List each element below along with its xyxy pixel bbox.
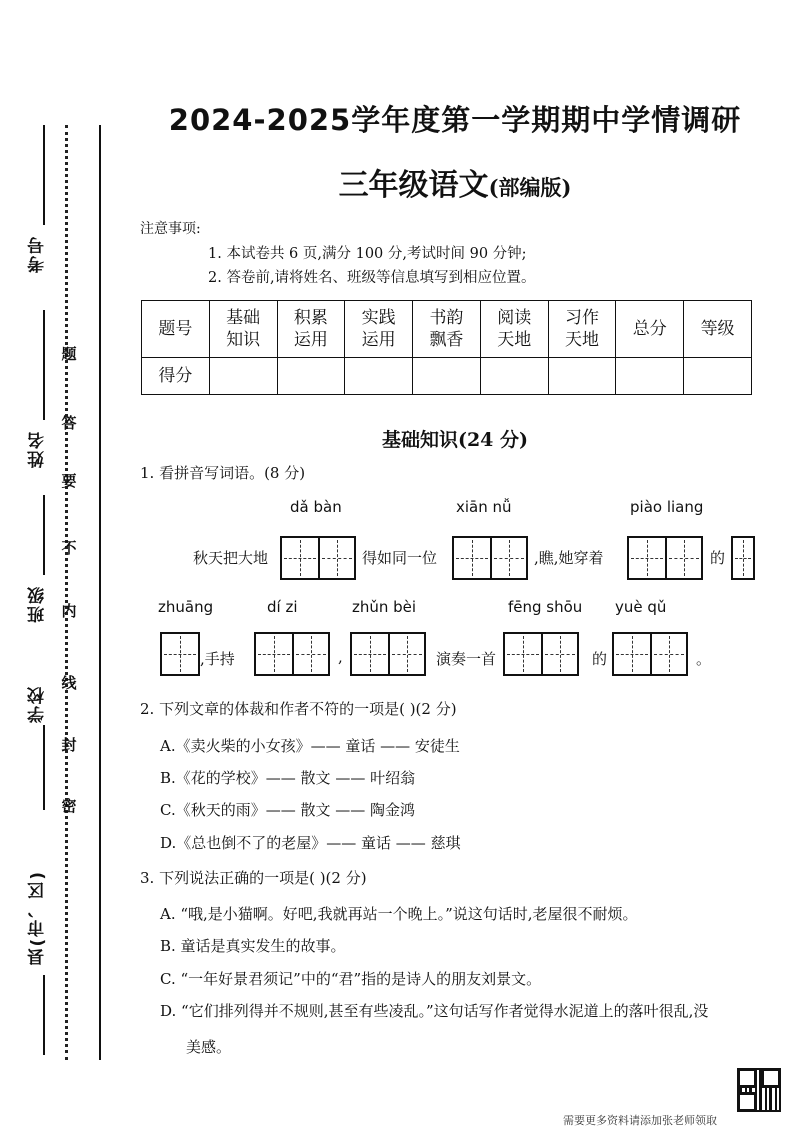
qr-finder-icon xyxy=(737,1068,757,1088)
question-3-stem: 3. 下列说法正确的一项是( )(2 分) xyxy=(140,869,367,887)
score-table xyxy=(141,300,752,395)
sentence-text: 得如同一位 xyxy=(362,549,438,567)
seal-char: 答 xyxy=(61,414,77,432)
score-cell[interactable] xyxy=(616,358,684,395)
table-header-cell: 书韵 飘香 xyxy=(413,301,481,358)
score-cell[interactable] xyxy=(345,358,413,395)
question-1-stem: 1. 看拼音写词语。(8 分) xyxy=(140,464,306,482)
pinyin-label: dí zi xyxy=(267,598,298,616)
option-a[interactable]: A.《卖火柴的小女孩》—— 童话 —— 安徒生 xyxy=(160,737,460,755)
section-title: 基础知识(24 分) xyxy=(381,429,529,451)
option-d[interactable]: D. “它们排列得并不规则,甚至有些凌乱。”这句话写作者觉得水泥道上的落叶很乱,没 xyxy=(160,1002,709,1020)
note-item: 1. 本试卷共 6 页,满分 100 分,考试时间 90 分钟; xyxy=(208,246,527,262)
option-b[interactable]: B.《花的学校》—— 散文 —— 叶绍翁 xyxy=(160,769,416,787)
school-label: 学校 xyxy=(28,685,48,723)
score-cell[interactable] xyxy=(684,358,752,395)
pinyin-label: zhuāng xyxy=(158,598,214,616)
notes-title: 注意事项: xyxy=(140,221,201,237)
writing-grid[interactable] xyxy=(350,632,426,676)
seal-char: 封 xyxy=(61,736,77,754)
county-label: 县(市、区) xyxy=(28,870,48,966)
option-d-continued: 美感。 xyxy=(186,1038,232,1056)
note-item: 2. 答卷前,请将姓名、班级等信息填写到相应位置。 xyxy=(208,270,536,286)
option-b[interactable]: B. 童话是真实发生的故事。 xyxy=(160,937,346,955)
qr-finder-icon xyxy=(761,1068,781,1088)
sentence-text: 的 xyxy=(710,549,726,567)
seal-char: 不 xyxy=(61,539,77,557)
table-header-cell: 积累 运用 xyxy=(277,301,345,358)
score-cell[interactable] xyxy=(277,358,345,395)
pinyin-label: piào liang xyxy=(630,498,704,516)
option-a[interactable]: A. “哦,是小猫啊。好吧,我就再站一个晚上。”说这句话时,老屋很不耐烦。 xyxy=(160,905,638,923)
pinyin-label: fēng shōu xyxy=(508,598,583,616)
table-header-cell: 阅读 天地 xyxy=(480,301,548,358)
score-row-label: 得分 xyxy=(142,358,210,395)
pinyin-label: yuè qǔ xyxy=(615,598,667,616)
option-c[interactable]: C.《秋天的雨》—— 散文 —— 陶金鸿 xyxy=(160,801,416,819)
sentence-text: 秋天把大地 xyxy=(193,549,269,567)
class-label: 班级 xyxy=(28,585,48,623)
sentence-text: ,瞧,她穿着 xyxy=(534,549,604,567)
seal-char: 密 xyxy=(61,797,77,815)
sentence-text: 演奏一首 xyxy=(436,650,497,668)
score-cell[interactable] xyxy=(548,358,616,395)
table-header-cell: 题号 xyxy=(142,301,210,358)
sentence-text: 的 xyxy=(592,650,608,668)
pinyin-label: dǎ bàn xyxy=(290,498,342,516)
seal-char: 内 xyxy=(61,602,77,620)
pinyin-label: zhǔn bèi xyxy=(352,598,417,616)
writing-grid[interactable] xyxy=(280,536,356,580)
sentence-text: 。 xyxy=(696,650,712,668)
sentence-text: ,手持 xyxy=(200,650,235,668)
table-header-cell: 等级 xyxy=(684,301,752,358)
table-header-cell: 习作 天地 xyxy=(548,301,616,358)
exam-no-label: 考号 xyxy=(28,235,48,273)
writing-grid[interactable] xyxy=(254,632,330,676)
seal-char: 线 xyxy=(61,674,77,692)
table-header-cell: 实践 运用 xyxy=(345,301,413,358)
exam-title: 2024-2025学年度第一学期期中学情调研 xyxy=(168,103,742,137)
writing-grid[interactable] xyxy=(612,632,688,676)
qr-finder-icon xyxy=(737,1092,757,1112)
option-d[interactable]: D.《总也倒不了的老屋》—— 童话 —— 慈琪 xyxy=(160,834,461,852)
edition: (部编版) xyxy=(488,175,572,200)
option-c[interactable]: C. “一年好景君须记”中的“君”指的是诗人的朋友刘景文。 xyxy=(160,970,542,988)
writing-grid[interactable] xyxy=(731,536,755,580)
score-cell[interactable] xyxy=(480,358,548,395)
score-table-header-row xyxy=(142,301,752,358)
score-table-score-row xyxy=(142,358,752,395)
writing-grid[interactable] xyxy=(452,536,528,580)
writing-grid[interactable] xyxy=(503,632,579,676)
writing-grid[interactable] xyxy=(160,632,200,676)
table-header-cell: 基础 知识 xyxy=(209,301,277,358)
writing-grid[interactable] xyxy=(627,536,703,580)
table-header-cell: 总分 xyxy=(616,301,684,358)
seal-char: 题 xyxy=(61,345,77,363)
subject-grade: 三年级语文 xyxy=(338,168,489,203)
score-cell[interactable] xyxy=(413,358,481,395)
footer-note: 需要更多资料请添加张老师领取 xyxy=(563,1114,717,1127)
pinyin-label: xiān nǚ xyxy=(456,498,512,516)
name-label: 姓名 xyxy=(28,430,48,468)
score-cell[interactable] xyxy=(209,358,277,395)
seal-char: 要 xyxy=(61,472,77,490)
sentence-text: , xyxy=(338,648,343,666)
question-2-stem: 2. 下列文章的体裁和作者不符的一项是( )(2 分) xyxy=(140,700,457,718)
